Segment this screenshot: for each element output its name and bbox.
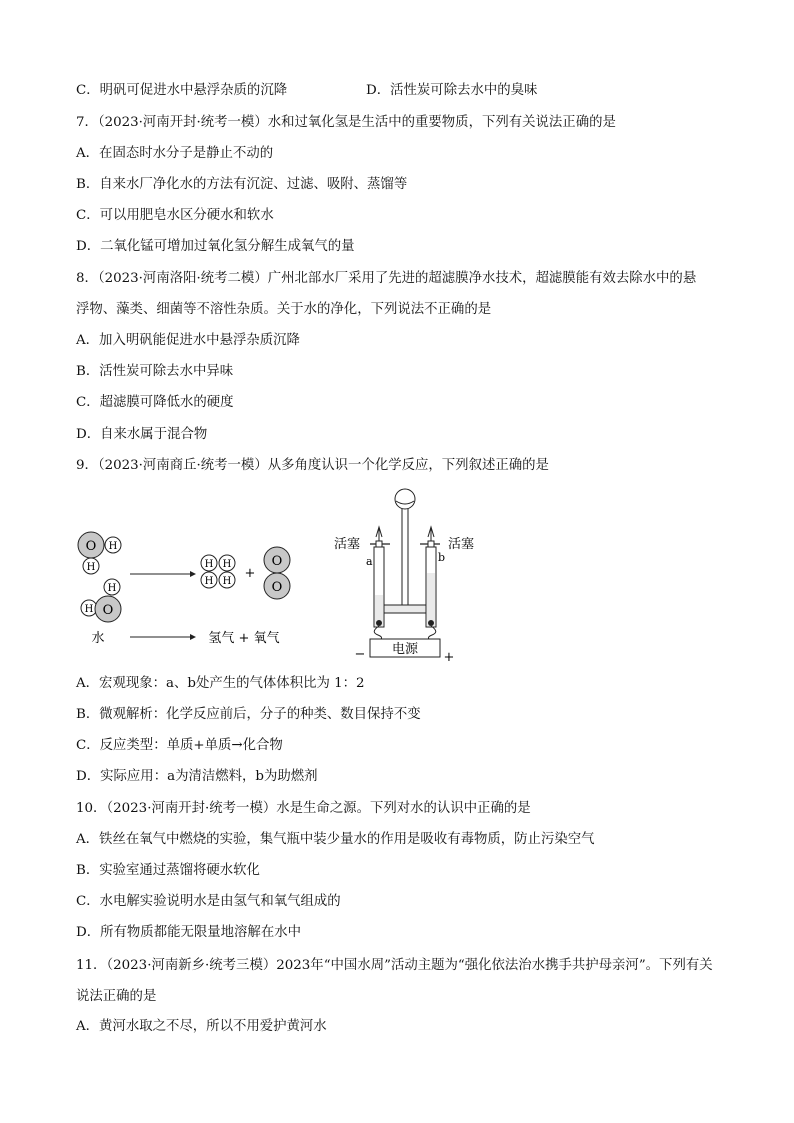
power-label: 电源 <box>391 642 419 657</box>
tube-b-label: b <box>438 551 446 564</box>
hydrogen-molecules <box>201 555 235 588</box>
plus-terminal: + <box>443 650 455 665</box>
atom-h-label: H <box>84 604 94 615</box>
label-products: 氢气 + 氧气 <box>208 631 280 646</box>
q11-stem-line2: 说法正确的是 <box>76 989 157 1004</box>
bottom-connector <box>376 605 434 626</box>
electrolysis-apparatus <box>330 487 480 665</box>
oxygen-molecule <box>264 547 290 599</box>
atom-h-label: H <box>108 541 118 552</box>
q7-option-c: C．可以用肥皂水区分硬水和软水 <box>76 208 274 223</box>
q10-option-d: D．所有物质都能无限量地溶解在水中 <box>76 925 301 940</box>
atom-o-label: O <box>102 603 114 618</box>
q8-stem-line2: 浮物、藻类、细菌等不溶性杂质。关于水的净化，下列说法不正确的是 <box>76 302 492 317</box>
atom-h-label: H <box>107 583 117 594</box>
tube-a-label: a <box>366 555 373 568</box>
q9-option-c: C．反应类型：单质+单质→化合物 <box>76 738 283 753</box>
atom-h-label: H <box>222 559 232 570</box>
plus-sign: + <box>244 566 256 581</box>
q8-option-d: D．自来水属于混合物 <box>76 427 208 442</box>
q7-stem: 7．（2023·河南开封·统考一模）水和过氧化氢是生活中的重要物质，下列有关说法正确的是 <box>76 115 616 130</box>
left-valve-label: 活塞 <box>334 537 361 552</box>
atom-o-label: O <box>271 554 283 569</box>
q7-option-d: D．二氧化锰可增加过氧化氢分解生成氧气的量 <box>76 239 355 254</box>
q11-stem-line1: 11．（2023·河南新乡·统考三模）2023年“中国水周”活动主题为“强化依法治水携手共护母亲河”。下列有关 <box>76 958 713 973</box>
q6-option-c: C．明矾可促进水中悬浮杂质的沉降 <box>76 83 288 98</box>
q9-stem: 9．（2023·河南商丘·统考一模）从多角度认识一个化学反应，下列叙述正确的是 <box>76 458 549 473</box>
q7-option-b: B．自来水厂净化水的方法有沉淀、过滤、吸附、蒸馏等 <box>76 177 408 192</box>
q9-option-d: D．实际应用：a为清洁燃料，b为助燃剂 <box>76 769 318 784</box>
right-valve-label: 活塞 <box>448 537 475 552</box>
q10-option-a: A．铁丝在氧气中燃烧的实验，集气瓶中装少量水的作用是吸收有毒物质，防止污染空气 <box>76 832 595 847</box>
q10-option-c: C．水电解实验说明水是由氢气和氧气组成的 <box>76 894 341 909</box>
q10-option-b: B．实验室通过蒸馏将硬水软化 <box>76 863 260 878</box>
atom-h-label: H <box>204 559 214 570</box>
atom-h-label: H <box>86 562 96 573</box>
label-water: 水 <box>91 631 105 646</box>
q8-option-b: B．活性炭可除去水中异味 <box>76 364 234 379</box>
q6-option-d: D．活性炭可除去水中的臭味 <box>366 83 538 98</box>
water-molecule-1 <box>78 532 121 574</box>
atom-o-label: O <box>271 580 283 595</box>
water-decomposition-diagram <box>72 525 312 650</box>
q7-option-a: A．在固态时水分子是静止不动的 <box>76 146 274 161</box>
reaction-arrow-bottom <box>130 634 196 640</box>
q10-stem: 10．（2023·河南开封·统考一模）水是生命之源。下列对水的认识中正确的是 <box>76 801 531 816</box>
atom-h-label: H <box>222 576 232 587</box>
q8-option-a: A．加入明矾能促进水中悬浮杂质沉降 <box>76 333 300 348</box>
reaction-arrow-top <box>130 571 196 577</box>
minus-terminal: − <box>354 647 366 662</box>
reservoir-bulb <box>395 489 415 607</box>
q8-stem-line1: 8．（2023·河南洛阳·统考二模）广州北部水厂采用了先进的超滤膜净水技术，超滤膜能有效去除水中的悬 <box>76 271 697 286</box>
q8-option-c: C．超滤膜可降低水的硬度 <box>76 395 234 410</box>
atom-o-label: O <box>85 539 97 554</box>
q9-option-a: A．宏观现象：a、b处产生的气体体积比为 1：2 <box>76 676 365 691</box>
q9-option-b: B．微观解析：化学反应前后，分子的种类、数目保持不变 <box>76 707 421 722</box>
q11-option-a: A．黄河水取之不尽，所以不用爱护黄河水 <box>76 1019 327 1034</box>
water-molecule-2 <box>81 579 121 622</box>
atom-h-label: H <box>204 576 214 587</box>
